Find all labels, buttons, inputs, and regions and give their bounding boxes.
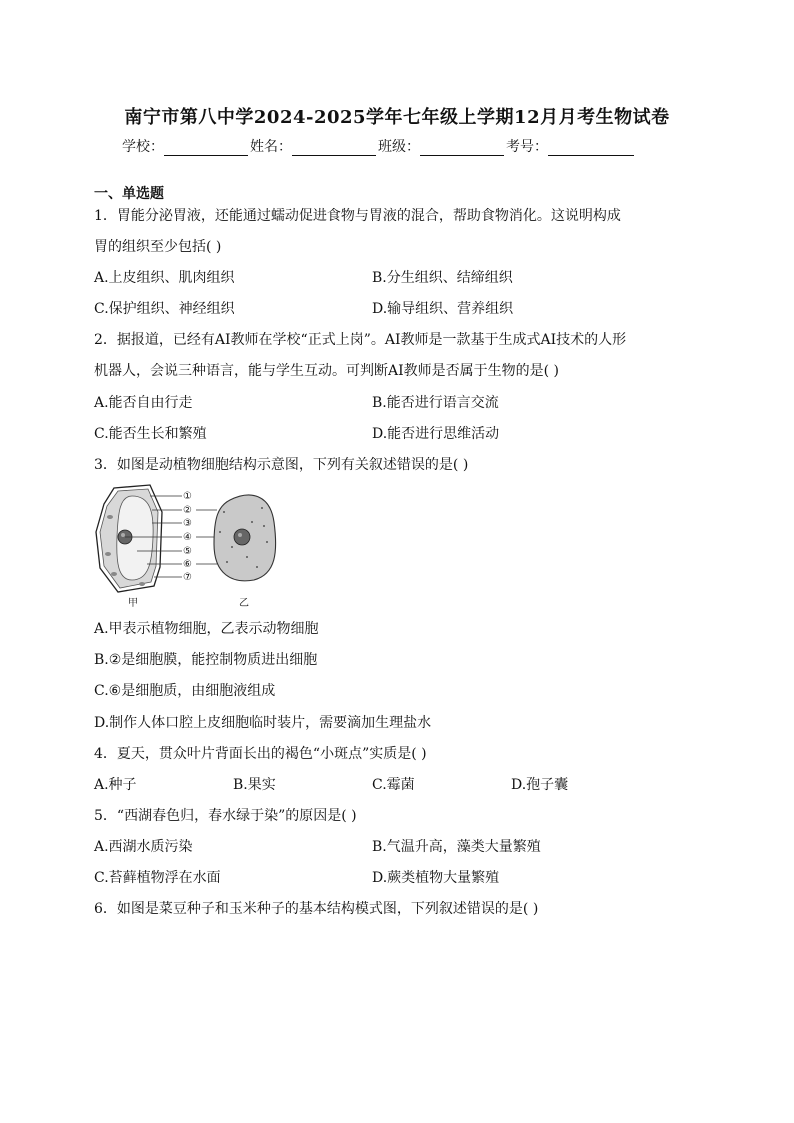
student-info-row	[122, 136, 636, 156]
question-4-option-b[interactable]: B.果实	[233, 777, 276, 793]
school-label: 学校：	[122, 139, 164, 155]
animal-cell	[214, 495, 276, 581]
question-2-option-d[interactable]: D.能否进行思维活动	[372, 426, 500, 442]
question-4-line-1: 4．夏天，贯众叶片背面长出的褐色“小斑点”实质是( )	[94, 746, 427, 762]
question-1-option-b[interactable]: B.分生组织、结缔组织	[372, 270, 513, 286]
section-heading: 一、单选题	[94, 186, 164, 202]
question-1-option-c[interactable]: C.保护组织、神经组织	[94, 301, 235, 317]
marker-7: ⑦	[183, 572, 192, 583]
question-5-option-c[interactable]: C.苔藓植物浮在水面	[94, 870, 221, 886]
name-blank[interactable]	[292, 141, 376, 156]
exam-number-blank[interactable]	[548, 141, 634, 156]
name-label: 姓名：	[250, 139, 292, 155]
question-2-option-c[interactable]: C.能否生长和繁殖	[94, 426, 207, 442]
question-4-option-a[interactable]: A.种子	[94, 777, 137, 793]
marker-2: ②	[183, 505, 192, 516]
question-3-option-d[interactable]: D.制作人体口腔上皮细胞临时装片，需要滴加生理盐水	[94, 715, 432, 731]
marker-3: ③	[183, 518, 192, 529]
class-blank[interactable]	[420, 141, 504, 156]
plant-cell	[96, 485, 162, 592]
question-4-option-c[interactable]: C.霉菌	[372, 777, 415, 793]
marker-1: ①	[183, 491, 192, 502]
question-4-option-d[interactable]: D.孢子囊	[511, 777, 569, 793]
label-jia: 甲	[128, 598, 138, 609]
question-6-line-1: 6．如图是菜豆种子和玉米种子的基本结构模式图，下列叙述错误的是( )	[94, 901, 539, 917]
question-3-option-c[interactable]: C.⑥是细胞质，由细胞液组成	[94, 683, 276, 699]
question-5-option-d[interactable]: D.蕨类植物大量繁殖	[372, 870, 500, 886]
question-5-line-1: 5．“西湖春色归，春水绿于染”的原因是( )	[94, 808, 357, 824]
question-3-option-b[interactable]: B.②是细胞膜，能控制物质进出细胞	[94, 652, 318, 668]
question-2-option-b[interactable]: B.能否进行语言交流	[372, 395, 499, 411]
class-label: 班级：	[378, 139, 420, 155]
question-2-line-1: 2．据报道，已经有AI教师在学校“正式上岗”。AI教师是一款基于生成式AI技术的人形	[94, 332, 627, 348]
question-1-option-d[interactable]: D.输导组织、营养组织	[372, 301, 514, 317]
cell-structure-diagram	[92, 482, 312, 614]
label-yi: 乙	[239, 598, 249, 609]
question-5-option-a[interactable]: A.西湖水质污染	[94, 839, 193, 855]
part-markers	[183, 491, 192, 583]
marker-5: ⑤	[183, 546, 192, 557]
question-2-line-2: 机器人，会说三种语言，能与学生互动。可判断AI教师是否属于生物的是( )	[94, 363, 560, 379]
question-1-line-2: 胃的组织至少包括( )	[94, 239, 222, 255]
question-1-line-1: 1．胃能分泌胃液，还能通过蠕动促进食物与胃液的混合，帮助食物消化。这说明构成	[94, 208, 621, 224]
question-3-line-1: 3．如图是动植物细胞结构示意图，下列有关叙述错误的是( )	[94, 457, 469, 473]
school-blank[interactable]	[164, 141, 248, 156]
exam-title: 南宁市第八中学2024-2025学年七年级上学期12月月考生物试卷	[124, 107, 670, 128]
marker-4: ④	[183, 532, 192, 543]
question-2-option-a[interactable]: A.能否自由行走	[94, 395, 193, 411]
marker-6: ⑥	[183, 559, 192, 570]
question-3-option-a[interactable]: A.甲表示植物细胞，乙表示动物细胞	[94, 621, 319, 637]
question-1-option-a[interactable]: A.上皮组织、肌肉组织	[94, 270, 235, 286]
exam-number-label: 考号：	[506, 139, 548, 155]
question-5-option-b[interactable]: B.气温升高，藻类大量繁殖	[372, 839, 541, 855]
